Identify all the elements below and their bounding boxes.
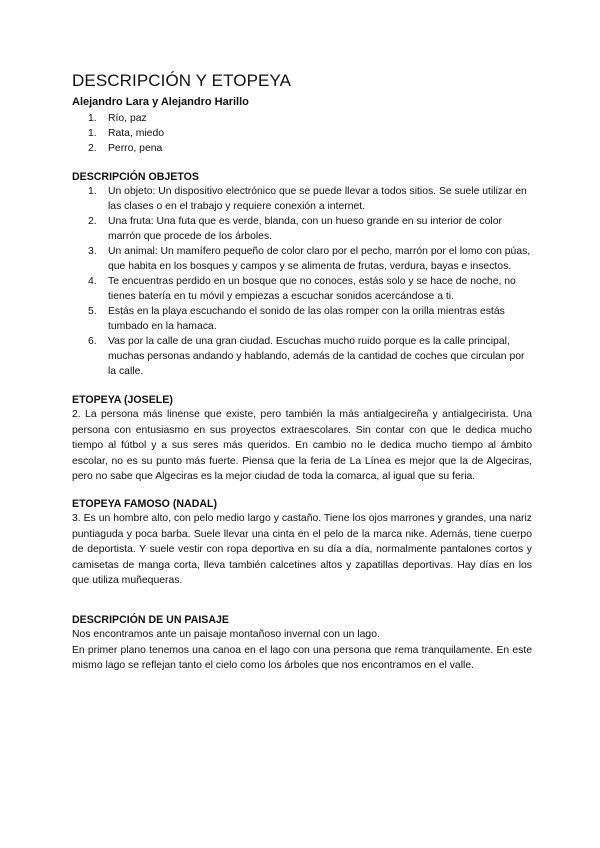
etopeya-famoso-text: 3. Es un hombre alto, con pelo medio largo y castaño. Tiene los ojos marrones y grandes, una nariz puntiaguda y poca barba. Suele llevar una cinta en el pelo de la marca nike. Además, tiene cuerpo de deportista. Y suele vestir con ropa deportiva en su día a día, normalmente pantalones cortos y camisetas de manga corta, lleva también calcetines altos y zapatillas deportivas. Hay días en los que utiliza muñequeras. — [72, 512, 532, 587]
section-heading-etopeya-famoso: ETOPEYA FAMOSO (NADAL) — [72, 497, 217, 510]
document-title: DESCRIPCIÓN Y ETOPEYA — [72, 71, 292, 90]
list-text: Perro, pena — [108, 143, 163, 154]
list-item — [72, 304, 532, 334]
list-item — [72, 184, 532, 214]
list-number: 5. — [88, 306, 97, 317]
list-number: 1. — [88, 128, 97, 139]
list-item — [72, 141, 532, 156]
list-item — [72, 214, 532, 244]
section-heading-paisaje: DESCRIPCIÓN DE UN PAISAJE — [72, 613, 229, 626]
paisaje-intro-line: Nos encontramos ante un paisaje montañoso invernal con un lago. — [72, 628, 380, 640]
list-number: 1. — [88, 186, 97, 197]
list-item — [72, 244, 532, 274]
list-number: 3. — [88, 246, 97, 257]
list-number: 2. — [88, 143, 97, 154]
list-item — [72, 111, 532, 126]
list-number: 6. — [88, 336, 97, 347]
list-number: 4. — [88, 276, 97, 287]
document-authors: Alejandro Lara y Alejandro Harillo — [72, 96, 249, 108]
intro-list — [72, 111, 532, 156]
list-item — [72, 334, 532, 379]
etopeya-josele-text: 2. La persona más linense que existe, pero también la más antialgecireña y antialgecirista. Una persona con entusiasmo en sus proyectos extraescolares. Sin contar con que le dedica mucho tiempo al fútbol y a sus seres más queridos. En cambio no le dedica mucho tiempo al ámbito escolar, no es su punto más fuerte. Piensa que la feria de La Línea es mejor que la de Algeciras, pero no sabe que Algeciras es la mejor ciudad de toda la comarca, al igual que su feria. — [72, 409, 532, 483]
list-text: Te encuentras perdido en un bosque que no conoces, estás solo y se hace de noche, no tienes batería en tu móvil y empiezas a escuchar sonidos acercándose a ti. — [108, 276, 516, 302]
list-text: Vas por la calle de una gran ciudad. Escuchas mucho ruido porque es la calle principal, muchas personas andando y hablando, además de la cantidad de coches que circulan por la calle. — [108, 336, 525, 377]
paisaje-text: En primer plano tenemos una canoa en el lago con una persona que rema tranquilamente. En este mismo lago se reflejan tanto el cielo como los árboles que nos encontramos en el valle. — [72, 644, 532, 672]
list-text: Río, paz — [108, 113, 147, 124]
list-text: Una fruta: Una futa que es verde, blanda, con un hueso grande en su interior de color marrón que procede de los árboles. — [108, 216, 502, 242]
list-text: Estás en la playa escuchando el sonido de las olas romper con la orilla mientras estás tumbado en la hamaca. — [108, 306, 505, 332]
section-heading-objetos: DESCRIPCIÓN OBJETOS — [72, 171, 199, 183]
objetos-list — [72, 184, 532, 379]
document-page — [72, 70, 532, 674]
list-text: Un objeto: Un dispositivo electrónico que se puede llevar a todos sitios. Se suele utilizar en las clases o en el trabajo y requiere conexión a internet. — [108, 186, 527, 212]
section-heading-etopeya-josele: ETOPEYA (JOSELE) — [72, 394, 173, 406]
list-text: Rata, miedo — [108, 128, 165, 139]
list-item — [72, 126, 532, 141]
list-number: 1. — [88, 113, 97, 124]
list-text: Un animal: Un mamífero pequeño de color claro por el pecho, marrón por el lomo con púas, que habita en los bosques y campos y se alimenta de frutas, verdura, bayas e insectos. — [108, 246, 531, 272]
list-number: 2. — [88, 216, 97, 227]
list-item — [72, 274, 532, 304]
